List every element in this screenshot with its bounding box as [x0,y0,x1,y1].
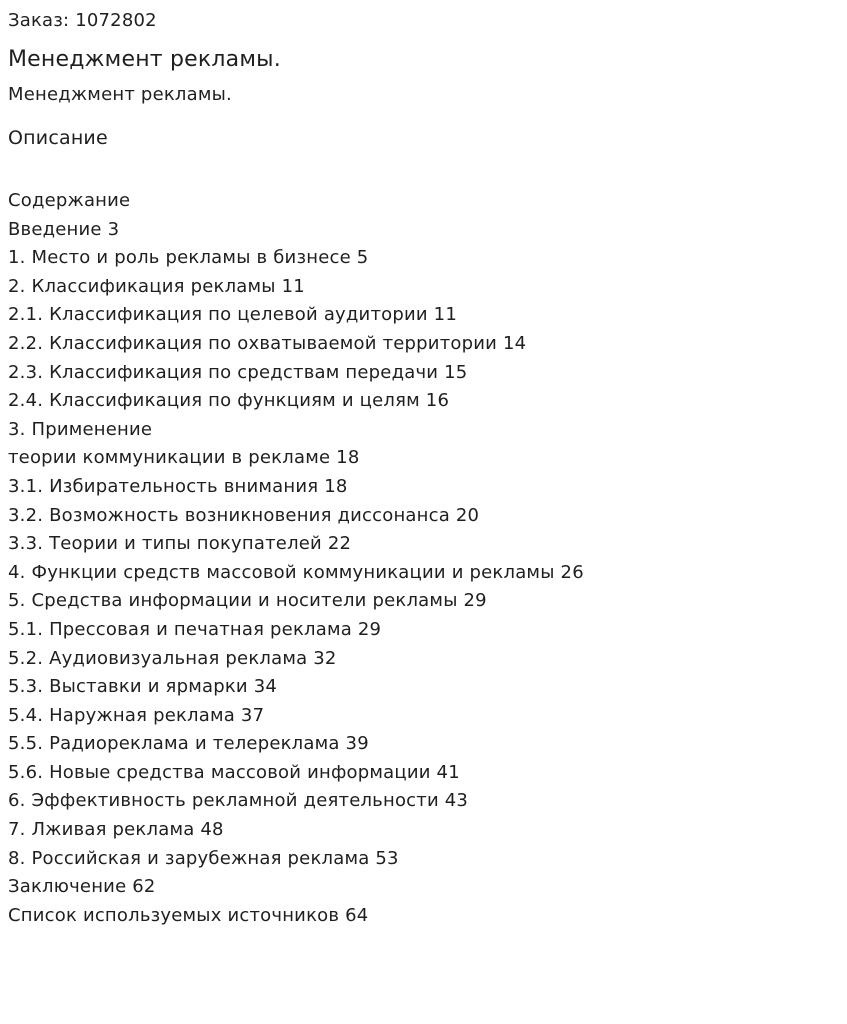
toc-item: Список используемых источников 64 [8,904,369,926]
toc-item: 2. Классификация рекламы 11 [8,275,305,297]
toc-item: 3.3. Теории и типы покупателей 22 [8,533,352,555]
toc-item: 1. Место и роль рекламы в бизнесе 5 [8,247,369,269]
toc-item: 2.4. Классификация по функциям и целям 16 [8,390,450,412]
toc-item: 2.2. Классификация по охватываемой территории 14 [8,332,527,354]
toc-heading: Содержание [8,190,131,211]
toc-item: 5.4. Наружная реклама 37 [8,704,265,726]
toc-list [8,216,847,931]
toc-item: теории коммуникации в рекламе 18 [8,447,360,469]
toc-item: 6. Эффективность рекламной деятельности 43 [8,790,469,812]
toc-item: 5.1. Прессовая и печатная реклама 29 [8,618,382,640]
toc-item: 3.1. Избирательность внимания 18 [8,475,348,497]
toc-item: 3.2. Возможность возникновения диссонанса 20 [8,504,480,526]
toc-item: 5. Средства информации и носители рекламы 29 [8,590,487,612]
description-heading: Описание [8,127,108,149]
toc-item: 7. Лживая реклама 48 [8,819,224,841]
toc-item: Введение 3 [8,218,120,240]
toc-item: 3. Применение [8,418,153,440]
page-title: Менеджмент рекламы. [8,47,281,72]
toc-item: 2.1. Классификация по целевой аудитории 11 [8,304,457,326]
toc-item: 2.3. Классификация по средствам передачи 15 [8,361,468,383]
toc-item: 5.2. Аудиовизуальная реклама 32 [8,647,337,669]
toc-item: 4. Функции средств массовой коммуникации и рекламы 26 [8,561,584,583]
toc-item: Заключение 62 [8,876,156,898]
document-subtitle: Менеджмент рекламы. [8,84,232,105]
toc-item: 5.5. Радиореклама и телереклама 39 [8,733,369,755]
order-number: Заказ: 1072802 [8,10,157,31]
toc-item: 5.6. Новые средства массовой информации 41 [8,761,460,783]
toc-item: 5.3. Выставки и ярмарки 34 [8,676,278,698]
table-of-contents [8,187,847,930]
toc-item: 8. Российская и зарубежная реклама 53 [8,847,399,869]
